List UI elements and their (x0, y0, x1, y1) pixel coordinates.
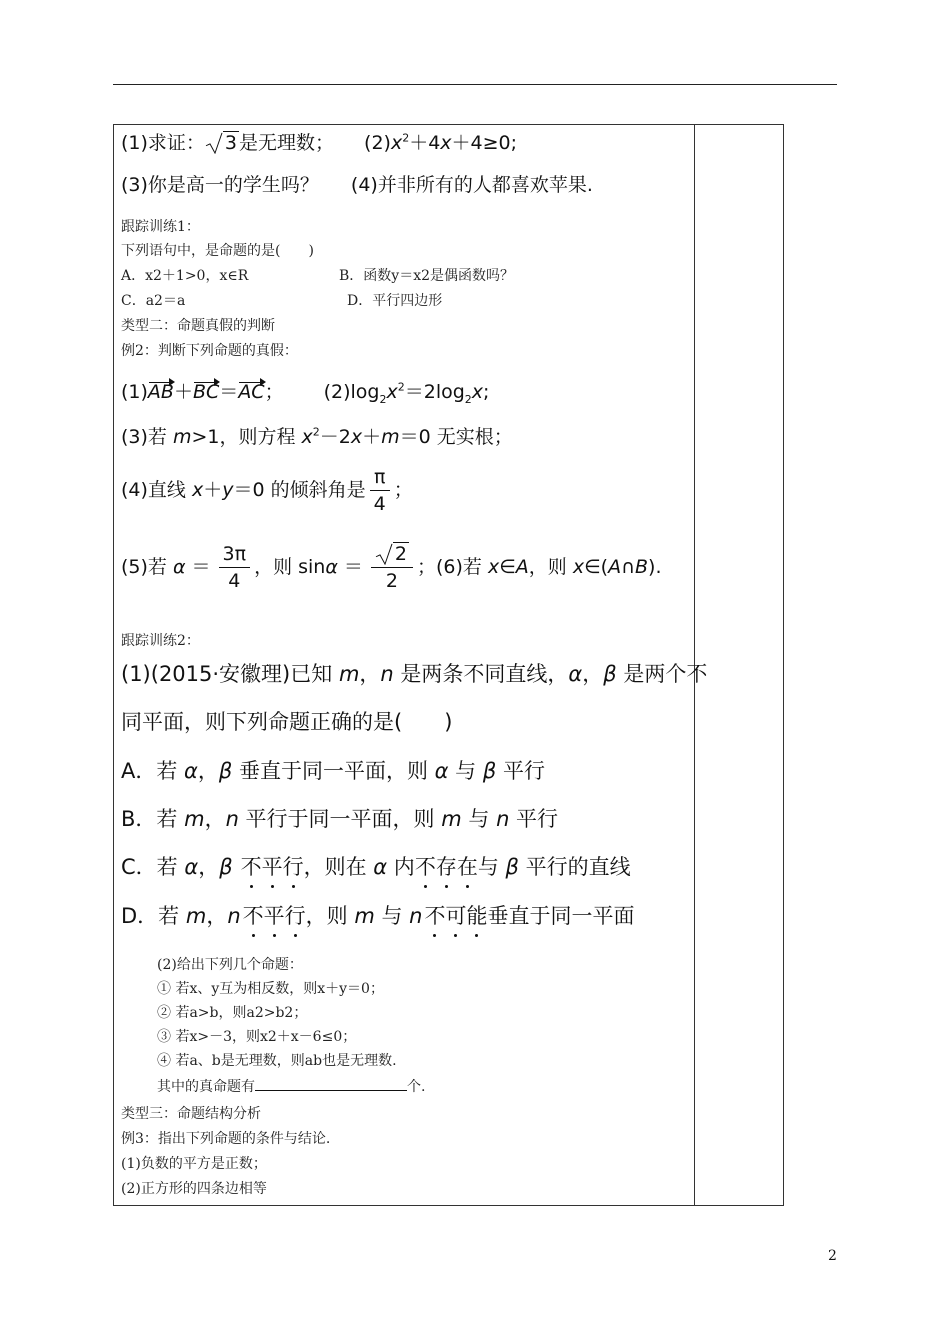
var: n (409, 904, 423, 928)
section-title: 跟踪训练2： (121, 633, 200, 649)
text: 其中的真命题有 (157, 1079, 255, 1095)
question-text: 下列语句中，是命题的是( ) (121, 243, 314, 259)
emphasis-char: 存 (436, 851, 457, 881)
example-title: 例2：判断下列命题的真假： (121, 343, 298, 359)
list-item: (1)负数的平方是正数； (121, 1156, 267, 1172)
list-item: ② 若a>b，则a2>b2； (157, 1005, 308, 1021)
question-title: (2)给出下列几个命题： (157, 957, 303, 973)
var: m (381, 426, 400, 448)
list-item: (2)正方形的四条边相等 (121, 1181, 267, 1197)
var: m (172, 426, 192, 448)
text: ＝ (185, 556, 211, 578)
emphasis-char: 不 (415, 851, 436, 881)
numerator: 3π (222, 543, 247, 565)
list-item: ③ 若x>－3，则x2＋x－6≤0； (157, 1029, 357, 1045)
option-d (121, 900, 634, 930)
radicand: 3 (224, 132, 238, 154)
text: 与 (374, 904, 410, 928)
vector-bc: BC (192, 381, 220, 403)
text: ， (198, 855, 220, 879)
var: y (222, 479, 234, 501)
text: ＝0 的倾斜角是 (233, 479, 366, 501)
text: 是两条不同直线， (393, 662, 569, 686)
text: ， (197, 759, 219, 783)
text: 个. (407, 1079, 426, 1095)
text: C．若 (121, 855, 185, 879)
section-heading: 类型三：命题结构分析 (121, 1106, 261, 1122)
text: 与 (461, 807, 497, 831)
var: x (386, 381, 398, 403)
text: 垂直于同一平面 (487, 904, 635, 928)
var: x (471, 381, 484, 403)
option-b (121, 803, 558, 833)
text: (1)求证： (121, 132, 205, 154)
var: β (218, 759, 233, 783)
denominator: 4 (370, 490, 390, 515)
emphasis-char: 能 (466, 900, 487, 930)
option-c (121, 851, 631, 881)
var: α (373, 855, 388, 879)
text: ; (483, 381, 490, 403)
fraction-3pi-over-4 (219, 543, 251, 592)
text: ＝0 无实根； (399, 426, 513, 448)
text: ＋ (362, 426, 382, 448)
text: ，则 (528, 556, 573, 578)
text: ，则 sin (254, 556, 326, 578)
fraction-pi-over-4 (370, 466, 390, 515)
text: (1) (121, 381, 148, 403)
fraction-sqrt2-over-2 (371, 543, 413, 592)
text: ＝ (219, 381, 239, 403)
var: β (482, 759, 497, 783)
text: (4)并非所有的人都喜欢苹果. (350, 174, 593, 196)
option-b: B．函数y＝x2是偶函数吗？ (339, 268, 514, 284)
text: ＝2log (404, 381, 465, 403)
text: －2 (319, 426, 351, 448)
var: n (380, 662, 394, 686)
option-c: C．a2＝a (121, 293, 186, 309)
text: ，则 (305, 904, 355, 928)
vector-ac: AC (238, 381, 265, 403)
var: m (185, 904, 207, 928)
text: >1，则方程 (191, 426, 302, 448)
question-line-1 (121, 128, 517, 155)
text: ， (582, 662, 604, 686)
var: m (184, 807, 205, 831)
var: α (434, 759, 449, 783)
text: ＋ (173, 381, 193, 403)
var: x (487, 556, 500, 578)
text: 是无理数； (239, 132, 335, 154)
text: ). (648, 556, 662, 578)
var: m (354, 904, 375, 928)
sqrt-2 (375, 543, 409, 565)
section-title: 跟踪训练1： (121, 219, 200, 235)
answer-line (157, 1076, 425, 1096)
var: β (219, 855, 233, 879)
emphasis-char: 行 (283, 851, 304, 881)
example-item-4 (121, 466, 413, 515)
var: α (184, 855, 199, 879)
text: D．若 (121, 904, 186, 928)
text: (3)若 (121, 426, 173, 448)
text: 内 (387, 855, 415, 879)
text: (1)(2015·安徽理)已知 (121, 662, 339, 686)
option-a (121, 755, 545, 785)
text: 平行于同一平面，则 (238, 807, 442, 831)
var: n (227, 904, 241, 928)
vector-ab: AB (147, 381, 174, 403)
text: (4)直线 (121, 479, 192, 501)
var: α (172, 556, 186, 578)
radicand: 2 (394, 543, 408, 565)
question-line (121, 658, 707, 688)
var: α (568, 662, 583, 686)
text: (3)你是高一的学生吗？ (121, 174, 319, 196)
var: A (515, 556, 529, 578)
var: x (350, 426, 363, 448)
text: 平行 (509, 807, 559, 831)
numerator: π (373, 466, 386, 488)
example-title: 例3：指出下列命题的条件与结论. (121, 1131, 331, 1147)
text: (2)log (323, 381, 380, 403)
subscript: 2 (379, 392, 387, 406)
emphasis-char: 不 (424, 900, 445, 930)
text: 垂直于同一平面，则 (232, 759, 435, 783)
var: α (184, 759, 198, 783)
exponent: 2 (312, 425, 320, 439)
var: β (603, 662, 617, 686)
text: B．若 (121, 807, 185, 831)
answer-blank[interactable] (255, 1076, 407, 1091)
radical-sign-icon (205, 132, 223, 154)
emphasis-char: 不 (241, 851, 262, 881)
var: m (338, 662, 360, 686)
text: 与 (448, 759, 483, 783)
var: α (325, 556, 338, 578)
emphasis-char: 平 (262, 851, 283, 881)
emphasis-char: 行 (285, 900, 306, 930)
question-line-2 (121, 170, 593, 197)
text: ；(6)若 (417, 556, 488, 578)
example-item-5-6 (121, 543, 661, 592)
example-item-1-2 (121, 377, 489, 406)
text: ， (206, 904, 228, 928)
var: n (496, 807, 510, 831)
text: ； (264, 381, 284, 403)
var: β (505, 855, 519, 879)
header-rule (113, 84, 837, 85)
text: 是两个不 (616, 662, 708, 686)
var: x (390, 132, 403, 154)
option-d: D．平行四边形 (347, 293, 443, 309)
text: ＝ (337, 556, 363, 578)
numerator (371, 543, 413, 567)
text: ∈ (499, 556, 516, 578)
exponent: 2 (402, 131, 410, 145)
emphasis-char: 平 (264, 900, 285, 930)
var: x (572, 556, 585, 578)
section-heading: 类型二：命题真假的判断 (121, 318, 275, 334)
subscript: 2 (464, 392, 472, 406)
emphasis-char: 不 (243, 900, 264, 930)
var: n (225, 807, 239, 831)
sqrt-3 (205, 132, 239, 154)
var: m (441, 807, 462, 831)
radical-sign-icon (375, 543, 393, 565)
text: ； (393, 479, 413, 501)
var: B (634, 556, 649, 578)
text: ∈( (584, 556, 609, 578)
emphasis-char: 在 (457, 851, 478, 881)
example-item-3 (121, 422, 513, 449)
text: A．若 (121, 759, 185, 783)
var: x (440, 132, 452, 154)
exponent: 2 (397, 380, 405, 394)
denominator: 2 (371, 567, 413, 592)
text: 平行 (496, 759, 545, 783)
var: x (301, 426, 313, 448)
text: (2) (364, 132, 391, 154)
var: A (608, 556, 622, 578)
emphasis-char: 可 (445, 900, 466, 930)
text: (5)若 (121, 556, 173, 578)
text: ，则在 (303, 855, 374, 879)
text: 与 (477, 855, 506, 879)
list-item: ④ 若a、b是无理数，则ab也是无理数. (157, 1053, 397, 1069)
text: ∩ (621, 556, 635, 578)
denominator: 4 (219, 567, 251, 592)
text: ＋4 (409, 132, 441, 154)
text: 平行的直线 (518, 855, 631, 879)
page-number: 2 (828, 1248, 837, 1264)
text: ＋ (203, 479, 223, 501)
list-item: ① 若x、y互为相反数，则x＋y＝0； (157, 981, 384, 997)
text: ， (359, 662, 381, 686)
text: ＋4≥0; (451, 132, 518, 154)
option-a: A．x2＋1>0，x∈R (121, 268, 249, 284)
question-line: 同平面，则下列命题正确的是( ) (121, 710, 453, 734)
text: ， (204, 807, 226, 831)
var: x (191, 479, 204, 501)
